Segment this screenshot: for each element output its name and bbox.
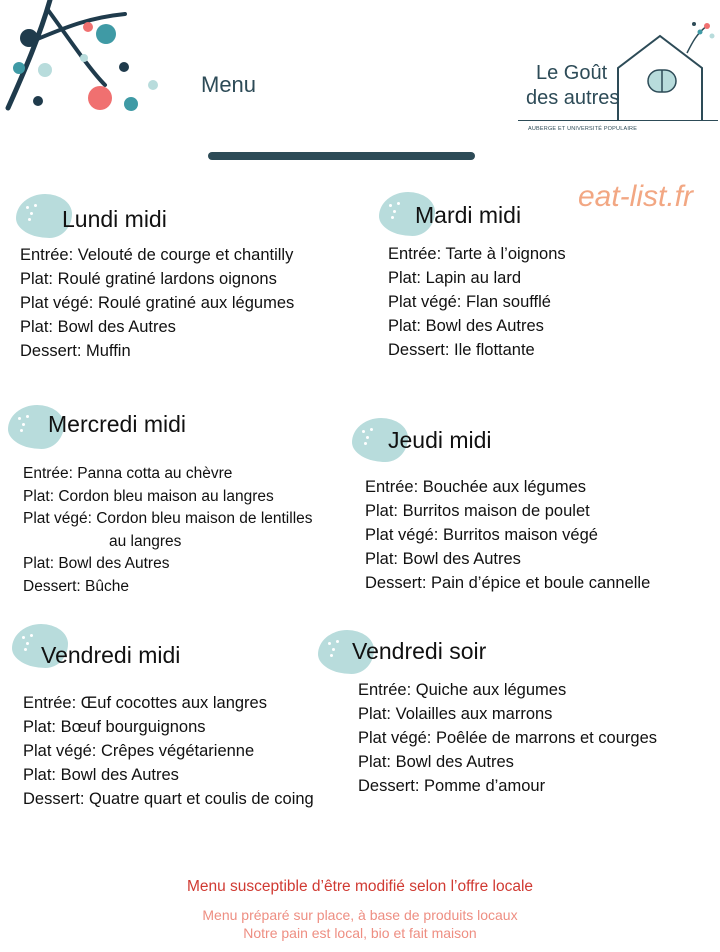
list-item: Plat: Bowl des Autres: [23, 555, 170, 572]
section-list-vendredi-midi: [23, 691, 314, 811]
list-item: Entrée: Œuf cocottes aux langres: [23, 694, 267, 712]
section-title-lundi: Lundi midi: [62, 206, 167, 232]
list-item: Dessert: Pain d’épice et boule cannelle: [365, 574, 651, 592]
watermark: eat-list.fr: [577, 180, 693, 213]
logo-divider: [518, 120, 718, 121]
list-item: Plat: Cordon bleu maison au langres: [23, 487, 274, 505]
footer-line1: Menu préparé sur place, à base de produits locaux: [202, 907, 518, 923]
house-icon: [612, 18, 718, 122]
list-item: Plat végé: Burritos maison végé: [365, 526, 598, 544]
section-title-vendredi-midi: Vendredi midi: [41, 642, 181, 668]
list-item: Entrée: Quiche aux légumes: [358, 681, 567, 699]
logo-line2: des autres: [526, 87, 620, 109]
list-item: Plat végé: Roulé gratiné aux légumes: [20, 294, 295, 312]
list-item: Entrée: Panna cotta au chèvre: [23, 465, 233, 482]
list-item: Plat: Burritos maison de poulet: [365, 502, 590, 520]
section-title-mercredi: Mercredi midi: [48, 411, 187, 437]
logo-line1: Le Goût: [536, 62, 608, 84]
list-item: Plat: Bowl des Autres: [20, 318, 176, 336]
title-underline: [208, 152, 475, 160]
section-title-vendredi-soir: Vendredi soir: [352, 638, 487, 664]
list-item: Entrée: Velouté de courge et chantilly: [20, 246, 294, 264]
list-item: Dessert: Ile flottante: [388, 341, 535, 359]
list-item: Plat: Bowl des Autres: [23, 766, 179, 784]
list-item: au langres: [109, 532, 182, 550]
section-list-lundi: [20, 243, 294, 363]
list-item: Dessert: Quatre quart et coulis de coing: [23, 790, 314, 808]
footer-notice: Menu susceptible d’être modifié selon l’offre locale: [186, 878, 534, 895]
list-item: Plat végé: Crêpes végétarienne: [23, 742, 255, 760]
section-list-jeudi: [365, 475, 650, 595]
list-item: Plat: Roulé gratiné lardons oignons: [20, 270, 277, 288]
list-item: Plat végé: Flan soufflé: [388, 293, 551, 311]
list-item: Entrée: Tarte à l’oignons: [388, 245, 566, 263]
list-item: Plat: Bœuf bourguignons: [23, 718, 206, 736]
list-item: Plat: Volailles aux marrons: [358, 705, 553, 723]
list-item: Dessert: Pomme d’amour: [358, 777, 546, 795]
list-item: Entrée: Bouchée aux légumes: [365, 478, 587, 496]
list-item: Plat: Bowl des Autres: [388, 317, 544, 335]
list-item: Dessert: Muffin: [20, 342, 131, 360]
list-item: Plat: Lapin au lard: [388, 269, 522, 287]
logo: [518, 18, 718, 136]
list-item: Plat végé: Cordon bleu maison de lentilles: [23, 510, 313, 527]
list-item: Dessert: Bûche: [23, 577, 129, 595]
decorative-branch-icon: [0, 0, 170, 120]
section-title-mardi: Mardi midi: [415, 202, 522, 228]
list-item: Plat: Bowl des Autres: [365, 550, 521, 568]
list-item: Plat: Bowl des Autres: [358, 753, 514, 771]
footer-line2: Notre pain est local, bio et fait maison: [243, 925, 477, 941]
footer-info: [0, 906, 720, 942]
page-title: Menu: [201, 72, 257, 97]
logo-tagline: AUBERGE ET UNIVERSITÉ POPULAIRE: [528, 126, 638, 132]
section-title-jeudi: Jeudi midi: [388, 427, 492, 453]
list-item: Plat végé: Poêlée de marrons et courges: [358, 729, 658, 747]
section-list-mercredi: [23, 463, 313, 598]
section-list-vendredi-soir: [358, 678, 657, 798]
section-list-mardi: [388, 242, 566, 362]
